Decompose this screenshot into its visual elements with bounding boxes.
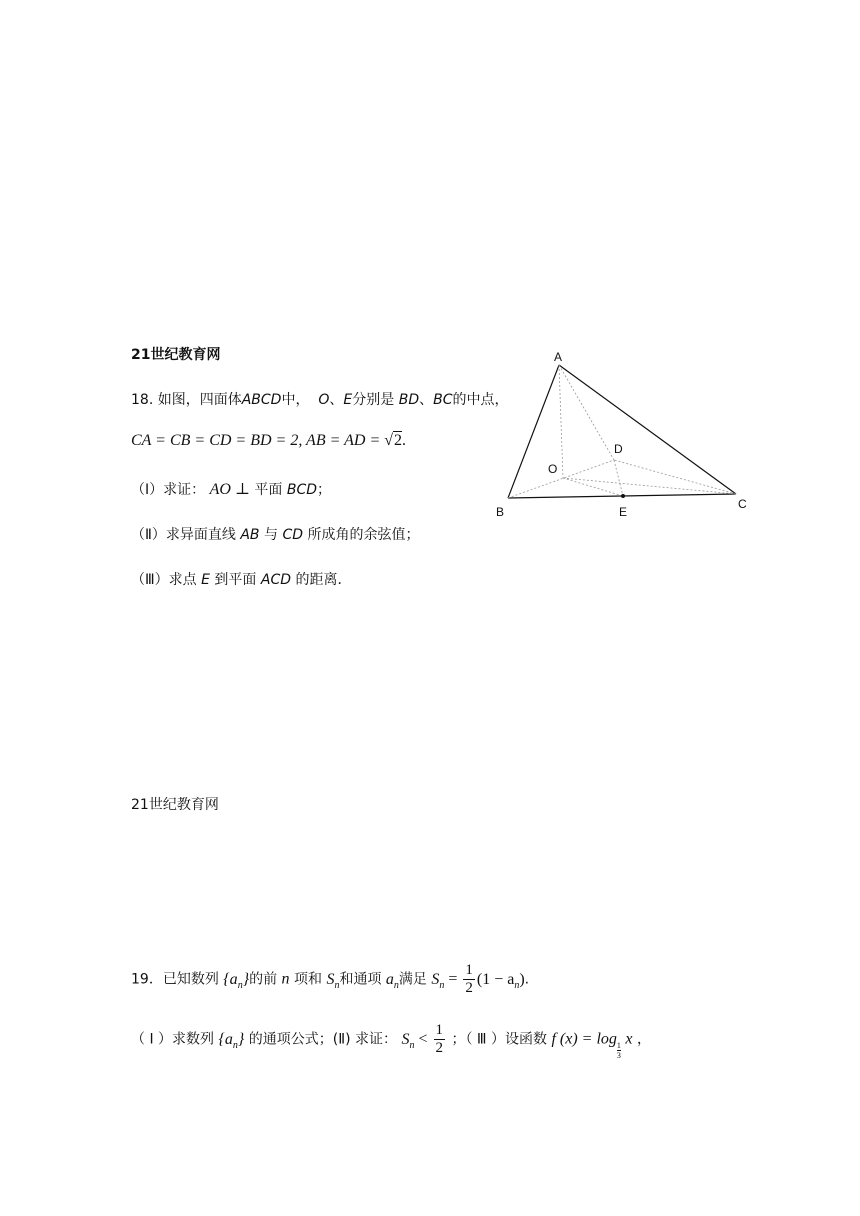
q18-part3: （Ⅲ）求点 E 到平面 ACD 的距离． — [131, 572, 352, 588]
watermark-header-2: 21世纪教育网 — [131, 797, 219, 813]
segment-oe — [563, 478, 623, 496]
label-o: O — [548, 462, 558, 476]
point-e — [621, 494, 625, 498]
q18-given: CA = CB = CD = BD = 2, AB = AD = √2. — [131, 432, 407, 449]
edge-ac — [559, 365, 736, 494]
q19-intro: 19．已知数列 $\{a_n\}$的前 n 项和 $S_n$和通项 $a_n$满足 $S_n$ = $\frac{1}{2}$ $(1 - a_n)$. — [131, 962, 530, 996]
label-c: C — [738, 497, 747, 511]
label-b: B — [496, 505, 505, 519]
edge-cd — [614, 460, 736, 494]
q18-part2: （Ⅱ）求异面直线 AB 与 CD 所成角的余弦值； — [131, 527, 420, 543]
tetrahedron-figure — [490, 345, 760, 525]
q19-parts: （ Ⅰ ）求数列 $\{a_n\}$ 的通项公式；(Ⅱ) 求证： $S_n$ < $\frac{1}{2}$ ；（ Ⅲ ）设函数 f (x) = log $\frac{1}{3}$ x ， — [131, 1022, 651, 1060]
q18-part1: （Ⅰ）求证： AO ⊥ 平面 BCD； — [131, 481, 332, 498]
log-base-one-third: $\frac{1}{3}$ — [616, 1040, 621, 1060]
label-d: D — [614, 442, 623, 456]
edge-bd — [508, 460, 614, 498]
label-a: A — [554, 350, 563, 364]
edge-ad — [559, 365, 614, 460]
watermark-header: 21世纪教育网 — [131, 347, 221, 363]
segment-de — [614, 460, 623, 496]
fraction-one-half: $\frac{1}{2}$ — [465, 962, 473, 996]
label-e: E — [619, 505, 628, 519]
q18-intro: 18. 如图，四面体ABCD中， O、E分别是 BD、BC的中点， — [131, 392, 509, 408]
segment-oc — [563, 478, 736, 494]
fraction-one-half-bound: $\frac{1}{2}$ — [435, 1022, 443, 1056]
edge-ab — [508, 365, 559, 498]
segment-ao — [559, 365, 563, 478]
